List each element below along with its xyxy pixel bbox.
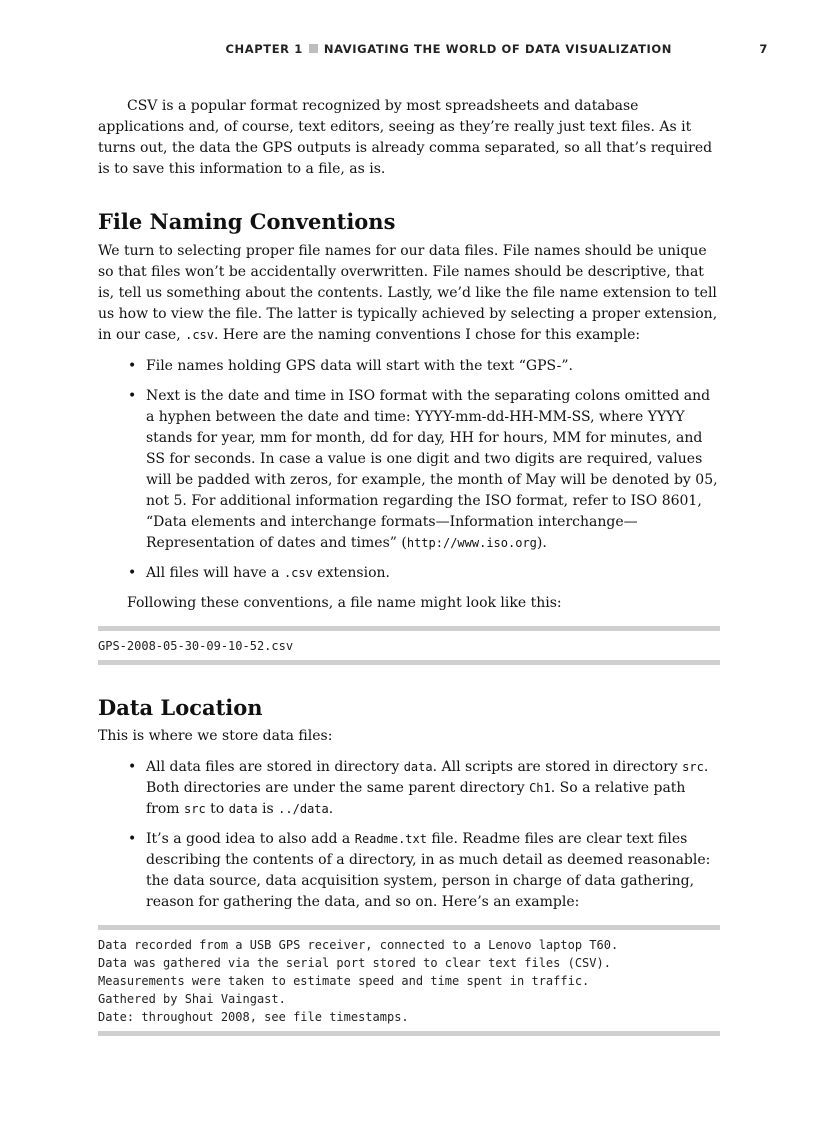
chapter-title: NAVIGATING THE WORLD OF DATA VISUALIZATION [323, 42, 672, 56]
heading-file-naming-conventions: File Naming Conventions [98, 209, 396, 234]
bullet-text: . All scripts are stored in directory [432, 759, 678, 775]
bullet-text: to [210, 801, 225, 817]
bullet-text: Next is the date and time in ISO format with the separating colons omitted and a hyphen between the date and time: YYYY-mm-dd-HH-MM-SS, where YYYY stands for year, mm for month, dd for day, HH for hours, MM for minutes, and SS for seconds. In case a value is one digit and two digits are required, values will be padded with zeros, for example, the month of May will be denoted by 05, not 5. For additional information regarding the ISO format, refer to ISO 8601, “Data elements and interchange formats—Information interchange—Representation of dates and times” ( [146, 388, 718, 551]
list-item [146, 829, 720, 913]
bullet-text: File names holding GPS data will start with the text “GPS-”. [146, 358, 573, 374]
readme-code-block [98, 925, 720, 1036]
list-item [146, 386, 720, 554]
data-location-intro: This is where we store data files: [98, 728, 333, 744]
iso-url-link[interactable]: http://www.iso.org [406, 536, 537, 550]
code-line: Gathered by Shai Vaingast. [98, 992, 286, 1006]
running-head-chapter [225, 42, 672, 56]
bullet-text-end: ). [536, 535, 547, 551]
code-line: Data recorded from a USB GPS receiver, connected to a Lenovo laptop T60. [98, 938, 619, 952]
list-item [146, 356, 720, 377]
bullet-text: file. Readme files are clear text files describing the contents of a directory, in as much detail as deemed reasonable: the data source, data acquisition system, person in charge of data gathering, reason for gathering the data, and so on. Here’s an example: [146, 831, 711, 910]
list-item [146, 757, 720, 820]
inline-code-csv: .csv [283, 566, 313, 580]
bullet-text-end: . [328, 801, 334, 817]
intro-paragraph: CSV is a popular format recognized by most spreadsheets and database applications and, of course, text editors, seeing as they’re really just text files. As it turns out, the data the GPS outputs is already comma separated, so all that’s required is to save this information to a file, as is. [98, 98, 713, 177]
chapter-label: CHAPTER 1 [225, 42, 303, 56]
list-item [146, 563, 720, 584]
running-head [98, 42, 768, 60]
data-location-list [98, 757, 720, 913]
inline-code-readme: Readme.txt [354, 832, 427, 846]
bullet-text-end: extension. [317, 565, 390, 581]
file-naming-paragraph [98, 241, 720, 346]
bullet-text: All data files are stored in directory [146, 759, 400, 775]
inline-code-relative-path: ../data [278, 802, 329, 816]
page-content [98, 96, 720, 1036]
inline-code-ch1: Ch1 [529, 781, 551, 795]
inline-code-src: src [184, 802, 206, 816]
inline-code-src: src [682, 760, 704, 774]
code-line: Measurements were taken to estimate speed and time spent in traffic. [98, 974, 590, 988]
bullet-text: All files will have a [146, 565, 280, 581]
code-line: Date: throughout 2008, see file timestamps. [98, 1010, 409, 1024]
naming-conventions-list [98, 356, 720, 584]
square-separator-icon [309, 44, 318, 53]
inline-code-csv: .csv [185, 328, 214, 342]
page-number: 7 [759, 42, 768, 56]
following-conventions-paragraph: Following these conventions, a file name might look like this: [127, 595, 562, 611]
bullet-text: It’s a good idea to also add a [146, 831, 351, 847]
paragraph-text-end: . Here are the naming conventions I chose for this example: [214, 327, 641, 343]
bullet-text: . So a relative path from [146, 780, 686, 817]
paragraph-text: We turn to selecting proper file names for our data files. File names should be unique so that files won’t be accidentally overwritten. File names should be descriptive, that is, tell us something about the contents. Lastly, we’d like the file name extension to tell us how to view the file. The latter is typically achieved by selecting a proper extension, in our case, [98, 243, 718, 343]
filename-code-block: GPS-2008-05-30-09-10-52.csv [98, 626, 720, 665]
inline-code-data: data [403, 760, 433, 774]
code-line: Data was gathered via the serial port stored to clear text files (CSV). [98, 956, 611, 970]
bullet-text: is [262, 801, 274, 817]
bullet-text: . Both directories are under the same parent directory [146, 759, 709, 796]
inline-code-data: data [228, 802, 258, 816]
heading-data-location: Data Location [98, 695, 263, 720]
